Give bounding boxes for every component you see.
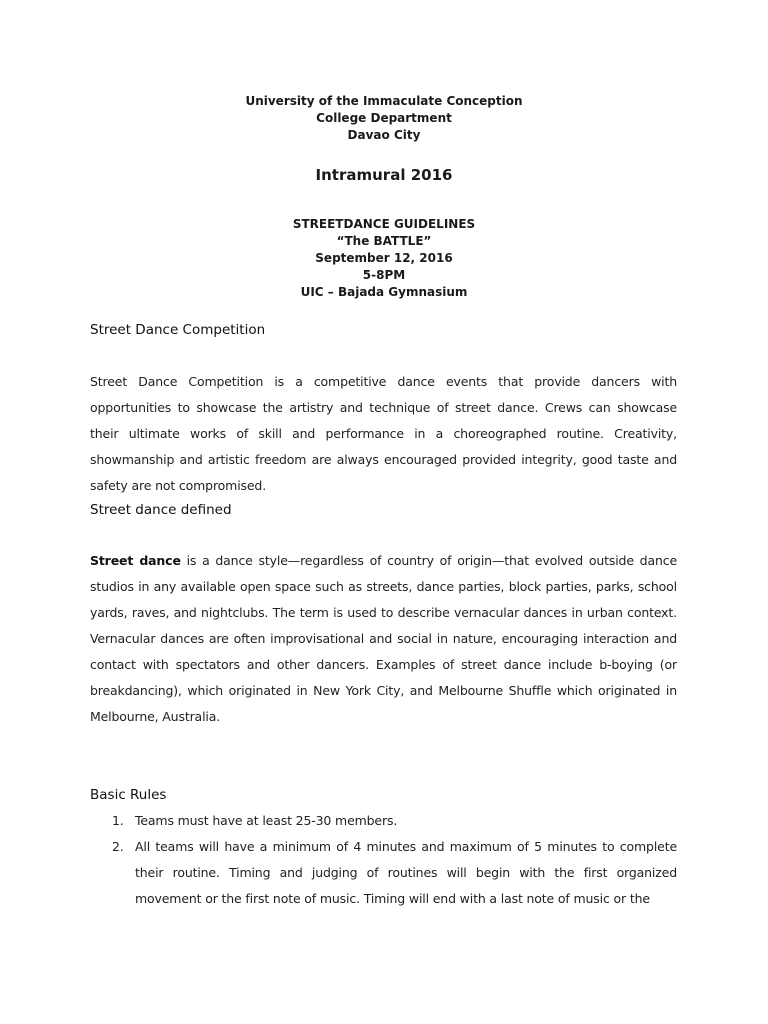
list-number: 1.: [112, 813, 124, 828]
section-heading-competition: Street Dance Competition: [90, 322, 266, 338]
section-body-competition: Street Dance Competition is a competitive dance events that provide dancers with opportunities to showcase the artistry and technique of street dance. Crews can showcase their ultimate works of skill and performance in a choreographed routine. Creativity, showmanship and artistic freedom are always encouraged provided integrity, good taste and safety are not compromised.: [90, 374, 677, 493]
list-text: All teams will have a minimum of 4 minutes and maximum of 5 minutes to complete their routine. Timing and judging of routines will begin with the first organized movement or the first note of music. Timing will end with a last note of music or the: [135, 839, 677, 906]
event-venue: UIC – Bajada Gymnasium: [300, 285, 468, 299]
defined-term: Street dance: [90, 553, 181, 568]
document-title: Intramural 2016: [315, 166, 453, 184]
department-name: College Department: [316, 111, 452, 125]
defined-text: is a dance style—regardless of country of origin—that evolved outside dance studios in any available open space such as streets, dance parties, block parties, parks, school yards, raves, and nightclubs. The term is used to describe vernacular dances in urban context. Vernacular dances are often improvisational and social in nature, encouraging interaction and contact with spectators and other dancers. Examples of street dance include b-boying (or breakdancing), which originated in New York City, and Melbourne Shuffle which originated in Melbourne, Australia.: [90, 553, 678, 724]
list-number: 2.: [112, 839, 124, 854]
event-date: September 12, 2016: [315, 251, 453, 265]
list-item: [90, 808, 677, 834]
institution-header: [0, 93, 768, 144]
list-text: Teams must have at least 25-30 members.: [135, 813, 398, 828]
event-name: STREETDANCE GUIDELINES: [292, 217, 476, 231]
institution-name: University of the Immaculate Conception: [245, 94, 523, 108]
city-name: Davao City: [347, 128, 421, 142]
event-details: [0, 216, 768, 301]
section-body-defined: [90, 548, 677, 730]
rules-list: [90, 808, 677, 912]
section-heading-defined: Street dance defined: [90, 502, 232, 518]
section-heading-rules: Basic Rules: [90, 787, 167, 803]
event-subtitle: “The BATTLE”: [336, 234, 432, 248]
list-item: [90, 834, 677, 912]
event-time: 5-8PM: [362, 268, 406, 282]
